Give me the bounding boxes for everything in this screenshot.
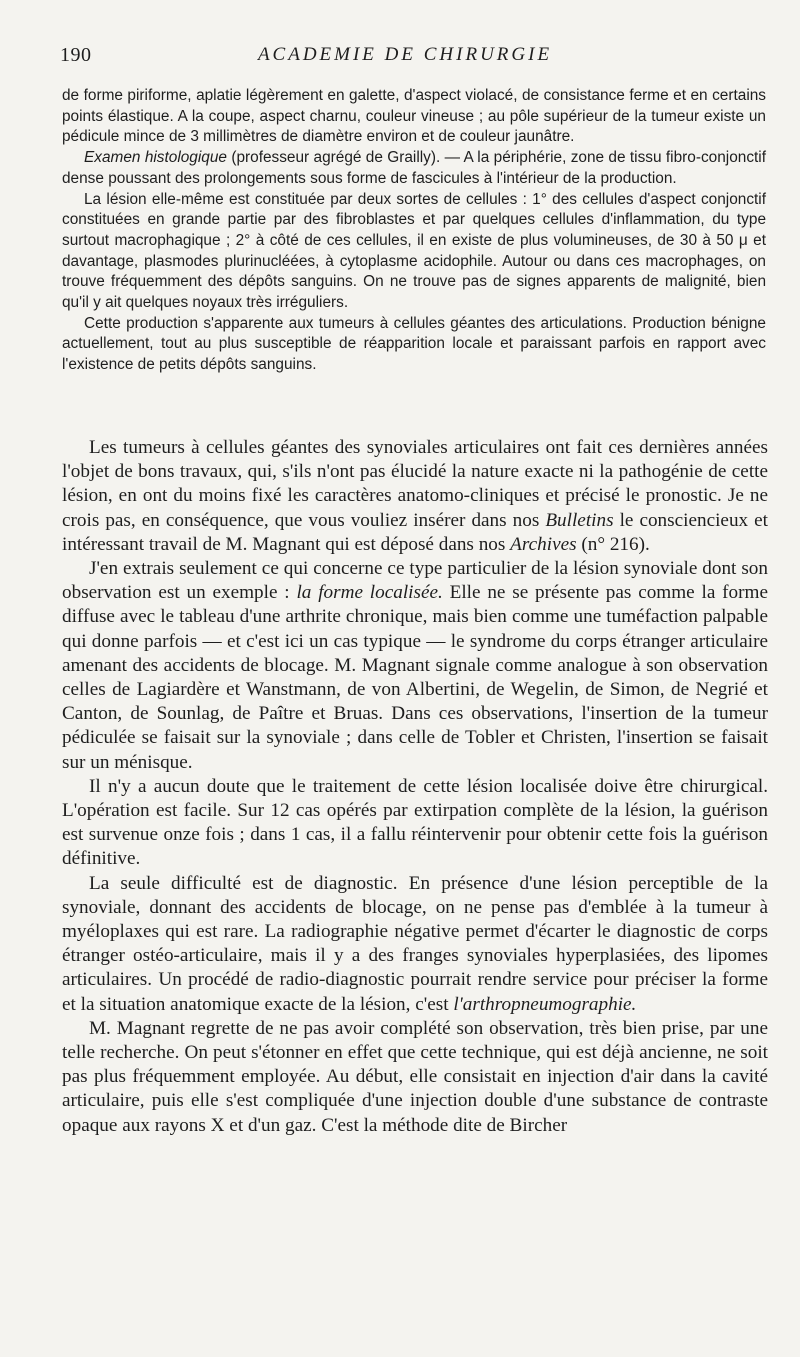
localized-form-term: la forme localisée. [296, 582, 443, 604]
body-paragraph-4 [62, 872, 768, 1017]
page-header [60, 44, 750, 68]
body-text: La seule difficulté est de diagnostic. En présence d'une lésion perceptible de la synoviale, donnant des accidents de blocage, on ne pense pas d'emblée à la tumeur à myéloplaxes qui est rare. La radiographie négative permet d'écarter le diagnostic de corps étranger ostéo-articulaire, mais il y a des franges synoviales hyperplasiées, des lipomes articulaires. Un procédé de radio-diagnostic pourrait rendre service pour préciser la forme et la situation anatomique exacte de la lésion, c'est [62, 872, 768, 1015]
body-text: (n° 216). [576, 533, 650, 555]
conclusion-paragraph: Cette production s'apparente aux tumeurs à cellules géantes des articulations. Production bénigne actuellement, tout au plus susceptible de réapparition locale et paraissant parfois en rapport avec l'existence de petits dépôts sanguins. [62, 314, 766, 374]
case-report-block [62, 86, 766, 376]
body-text: le consciencieux et intéressant travail de M. Magnant qui est déposé dans nos [62, 509, 768, 555]
case-description-paragraph: de forme piriforme, aplatie légèrement en galette, d'aspect violacé, de consistance ferme et en certains points élastique. A la coupe, aspect charnu, couleur vineuse ; au pôle supérieur de la tumeur existe un pédicule mince de 3 millimètres de diamètre environ et de couleur jaunâtre. [62, 87, 766, 146]
body-text: Elle ne se présente pas comme la forme diffuse avec le tableau d'une arthrite chronique, mais bien comme une tuméfaction palpable qui donne parfois — et c'est ici un cas typique — le syndrome du corps étranger articulaire amenant des accidents de blocage. M. Magnant signale comme analogue à son observation celles de Lagiardère et Wanstmann, de von Albertini, de Wegelin, de Simon, de Negrié et Canton, de Sounlag, de Paître et Bruas. Dans ces observations, l'insertion de la tumeur pédiculée se faisait sur la synoviale ; dans celle de Tobler et Christen, l'insertion se faisait sur un ménisque. [62, 582, 768, 773]
arthropneumography-term: l'arthropneumographie. [453, 993, 637, 1015]
histology-paragraph [62, 148, 766, 189]
histology-text: (professeur agrégé de Grailly). — A la périphérie, zone de tissu fibro-conjonctif dense poussant des prolongements sous forme de fascicules à l'intérieur de la production. [62, 149, 766, 187]
page-number: 190 [60, 44, 92, 66]
histology-heading: Examen histologique [84, 149, 227, 167]
body-paragraph-3: Il n'y a aucun doute que le traitement de cette lésion localisée doive être chirurgical. L'opération est facile. Sur 12 cas opérés par extirpation complète de la lésion, la guérison est survenue onze fois ; dans 1 cas, il a fallu réintervenir pour obtenir cette fois la guérison définitive. [62, 775, 768, 870]
running-head: ACADEMIE DE CHIRURGIE [257, 44, 553, 65]
body-text: J'en extrais seulement ce qui concerne ce type particulier de la lésion synoviale dont son observation est un exemple : [62, 558, 768, 604]
body-paragraph-1 [62, 436, 768, 557]
archives-title: Archives [510, 533, 577, 555]
lesion-cells-paragraph: La lésion elle-même est constituée par deux sortes de cellules : 1° des cellules d'aspect conjonctif constituées en grande partie par des fibroblastes et par quelques cellules d'inflammation, du type surtout macrophagique ; 2° à côté de ces cellules, il en existe de plus volumineuses, de 30 à 50 μ et davantage, plasmodes plurinucléées, à cytoplasme acidophile. Autour ou dans ces macrophages, on trouve fréquemment des dépôts sanguins. On ne trouve pas de signes apparents de malignité, bien qu'il y ait quelques noyaux très irréguliers. [62, 190, 766, 312]
body-paragraph-2 [62, 557, 768, 775]
bulletins-title: Bulletins [545, 509, 614, 531]
body-text: Les tumeurs à cellules géantes des synoviales articulaires ont fait ces dernières années l'objet de bons travaux, qui, s'ils n'ont pas élucidé la nature exacte ni la pathogénie de cette lésion, en ont du moins fixé les caractères anatomo-cliniques et précisé le pronostic. Je ne crois pas, en conséquence, que vous vouliez insérer dans nos [62, 437, 768, 531]
report-body [62, 436, 768, 1138]
body-paragraph-5: M. Magnant regrette de ne pas avoir complété son observation, très bien prise, par une telle recherche. On peut s'étonner en effet que cette technique, qui est déjà ancienne, ne soit pas plus fréquemment employée. Au début, elle consistait en injection d'air dans la cavité articulaire, puis elle s'est compliquée d'une injection double d'une substance de contraste opaque aux rayons X et d'un gaz. C'est la méthode dite de Bircher [62, 1017, 768, 1136]
